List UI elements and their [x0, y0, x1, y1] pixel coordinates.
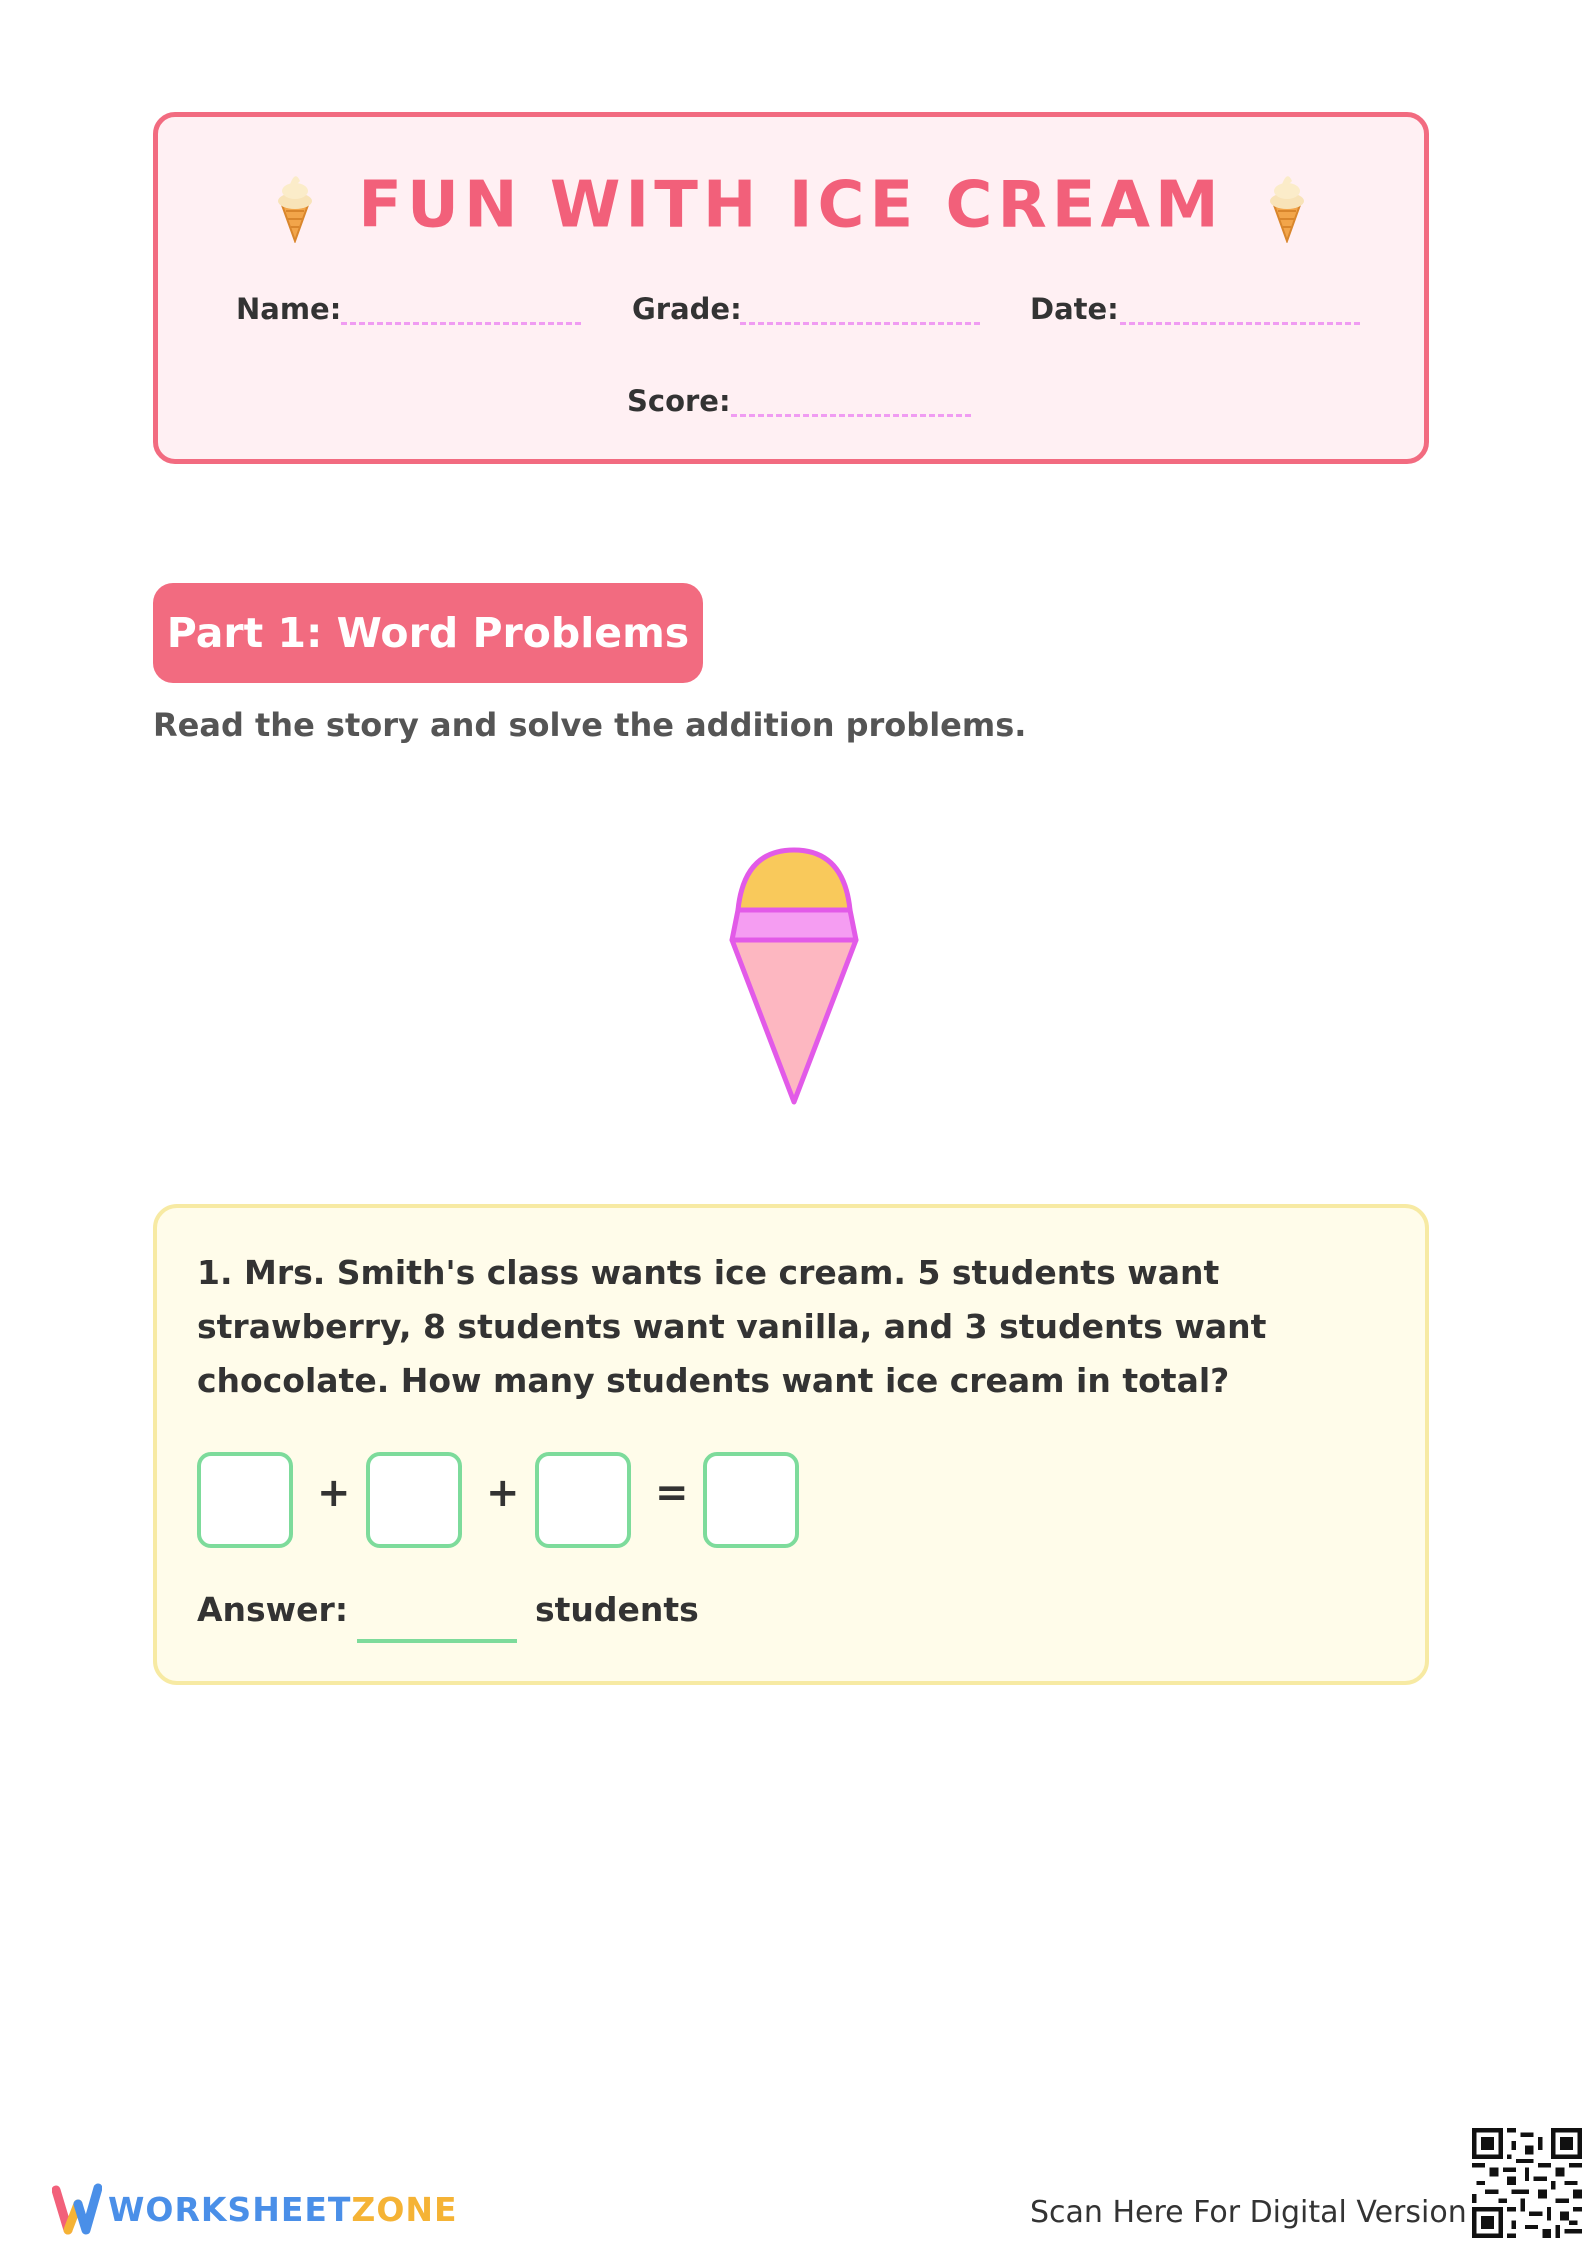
cone-rim — [732, 910, 856, 940]
instructions-text: Read the story and solve the addition problems. — [153, 706, 1027, 744]
date-blank[interactable] — [1120, 322, 1360, 325]
score-label: Score: — [627, 384, 731, 418]
logo-wordmark — [108, 2190, 458, 2229]
addend-box-2[interactable] — [366, 1452, 462, 1548]
plus-sign: + — [486, 1470, 520, 1516]
ice-cream-icon — [1264, 167, 1310, 243]
grade-label: Grade: — [632, 292, 742, 326]
worksheetzone-logo-icon — [52, 2180, 102, 2236]
ice-cream-icon — [272, 167, 318, 243]
worksheet-header — [153, 112, 1429, 464]
worksheet-title — [158, 165, 1424, 243]
scan-instruction: Scan Here For Digital Version — [1030, 2195, 1467, 2230]
cone-shape — [732, 940, 856, 1102]
equals-sign: = — [655, 1470, 689, 1516]
logo-word-zone: ZONE — [351, 2190, 458, 2229]
date-label: Date: — [1030, 292, 1119, 326]
score-blank[interactable] — [731, 414, 971, 417]
name-blank[interactable] — [341, 322, 581, 325]
ice-cream-cone-illustration — [726, 846, 862, 1108]
plus-sign: + — [317, 1470, 351, 1516]
addend-box-3[interactable] — [535, 1452, 631, 1548]
name-field[interactable] — [236, 292, 341, 326]
answer-blank[interactable] — [357, 1639, 517, 1643]
score-field[interactable] — [627, 384, 731, 418]
question-1-text: 1. Mrs. Smith's class wants ice cream. 5 students want strawberry, 8 students want vanilla, and 3 students want chocolate. How many students want ice cream in total? — [197, 1253, 1267, 1400]
name-label: Name: — [236, 292, 342, 326]
sum-box[interactable] — [703, 1452, 799, 1548]
logo-word-worksheet: WORKSHEET — [108, 2190, 352, 2229]
answer-unit: students — [535, 1590, 699, 1629]
answer-label: Answer: — [197, 1590, 349, 1629]
worksheetzone-logo — [52, 2180, 472, 2240]
scoop-shape — [738, 850, 850, 910]
question-1-card — [153, 1204, 1429, 1685]
part-1-heading: Part 1: Word Problems — [153, 583, 703, 683]
addend-box-1[interactable] — [197, 1452, 293, 1548]
grade-field[interactable] — [632, 292, 742, 326]
qr-code-icon[interactable] — [1472, 2128, 1582, 2238]
grade-blank[interactable] — [740, 322, 980, 325]
title-text: FUN WITH ICE CREAM — [358, 168, 1224, 243]
date-field[interactable] — [1030, 292, 1119, 326]
